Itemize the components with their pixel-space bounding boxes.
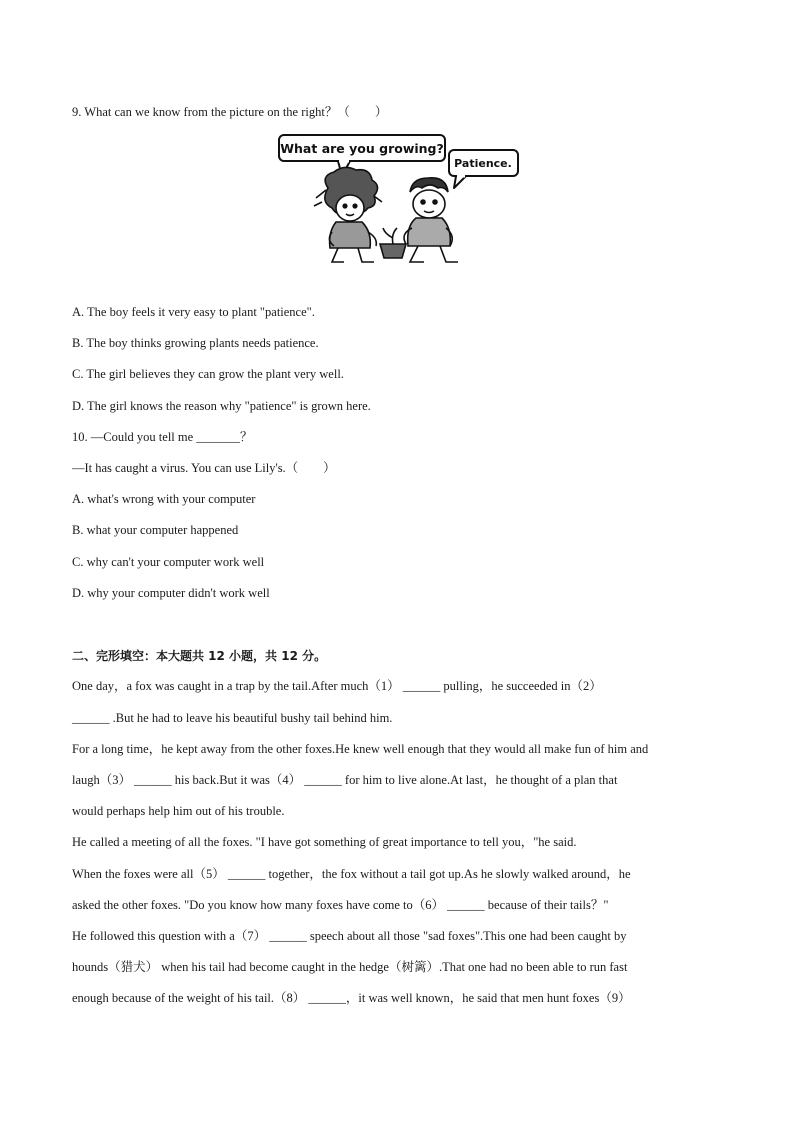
question-10-reply: —It has caught a virus. You can use Lily's.（ ）: [72, 461, 336, 475]
question-9-option-c: C. The girl believes they can grow the plant very well.: [72, 367, 344, 381]
speech-bubble-boy: [449, 150, 518, 188]
question-10-option-a: A. what's wrong with your computer: [72, 492, 256, 506]
cloze-line: asked the other foxes. "Do you know how many foxes have come to（6） ______ because of their tails？": [72, 898, 609, 912]
question-9-option-d: D. The girl knows the reason why "patience" is grown here.: [72, 399, 371, 413]
question-9-option-a: A. The boy feels it very easy to plant "patience".: [72, 305, 315, 319]
cloze-line: enough because of the weight of his tail.（8） ______，it was well known，he said that men hunt foxes（9）: [72, 991, 631, 1005]
girl-figure: [314, 167, 382, 262]
section-2-title: 二、完形填空：本大题共 12 小题，共 12 分。: [72, 649, 327, 663]
question-10-option-c: C. why can't your computer work well: [72, 555, 265, 569]
cloze-line: would perhaps help him out of his trouble.: [72, 804, 285, 818]
cloze-line: He followed this question with a（7） ______ speech about all those "sad foxes".This one had been caught by: [72, 929, 627, 943]
cloze-line: laugh（3） ______ his back.But it was（4） ______ for him to live alone.At last，he thought of a plan that: [72, 773, 618, 787]
question-10-stem: 10. —Could you tell me _______？: [72, 430, 253, 444]
cloze-line: When the foxes were all（5） ______ together，the fox without a tail got up.As he slowly walked around，he: [72, 867, 631, 881]
plant-pot: [380, 228, 406, 258]
question-10-option-d: D. why your computer didn't work well: [72, 586, 270, 600]
cloze-line: ______ .But he had to leave his beautiful bushy tail behind him.: [72, 711, 393, 725]
boy-figure: [404, 178, 458, 262]
cartoon-illustration: [276, 132, 520, 266]
cloze-line: One day，a fox was caught in a trap by the tail.After much（1） ______ pulling，he succeeded in（2）: [72, 679, 602, 693]
cloze-line: hounds（猎犬） when his tail had become caught in the hedge（树篱）.That one had no been able to run fast: [72, 960, 628, 974]
cloze-line: For a long time，he kept away from the other foxes.He knew well enough that they would all make fun of him and: [72, 742, 649, 756]
question-10-option-b: B. what your computer happened: [72, 523, 239, 537]
cloze-line: He called a meeting of all the foxes. "I have got something of great importance to tell you，"he said.: [72, 835, 577, 849]
speech-bubble-boy-text: Patience.: [454, 157, 512, 170]
speech-bubble-girl-text: What are you growing?: [280, 141, 444, 156]
question-9-stem: 9. What can we know from the picture on the right？（ ）: [72, 105, 388, 119]
question-9-option-b: B. The boy thinks growing plants needs patience.: [72, 336, 319, 350]
